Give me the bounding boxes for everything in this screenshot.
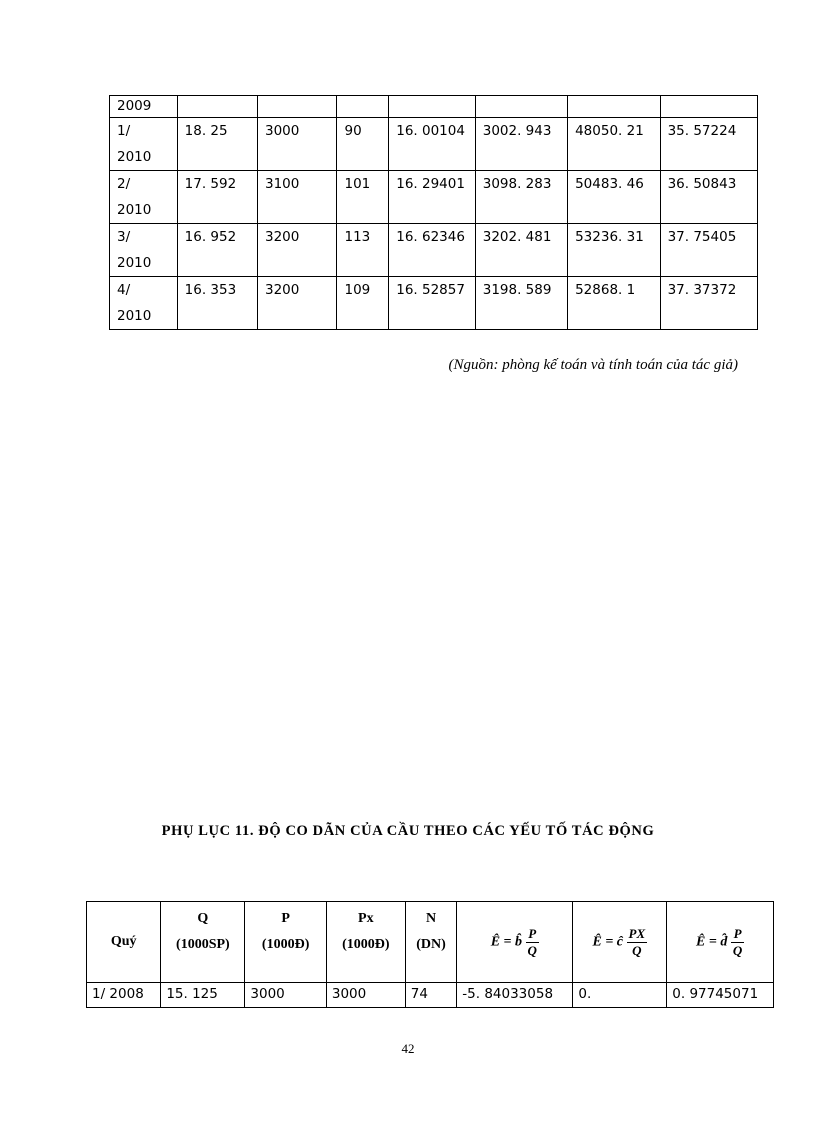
table-cell: 3200 bbox=[258, 277, 337, 330]
table-cell: 90 bbox=[337, 118, 389, 171]
table-cell: -5. 84033058 bbox=[457, 983, 573, 1008]
table-row bbox=[110, 277, 758, 330]
formula-fraction bbox=[627, 926, 648, 959]
elasticity-table bbox=[86, 901, 774, 1008]
formula-denominator: Q bbox=[527, 942, 537, 958]
header-p-bottom: (1000Đ) bbox=[261, 937, 310, 952]
table-cell: 0. 97745071 bbox=[667, 983, 774, 1008]
header-px-top: Px bbox=[358, 911, 374, 926]
table-cell: 35. 57224 bbox=[660, 118, 757, 171]
table-cell: 0. bbox=[573, 983, 667, 1008]
table-cell: 52868. 1 bbox=[568, 277, 660, 330]
table-row bbox=[110, 96, 758, 118]
table-cell: 109 bbox=[337, 277, 389, 330]
formula-numerator: P bbox=[731, 926, 744, 943]
table-cell: 101 bbox=[337, 171, 389, 224]
header-cross-elasticity bbox=[573, 902, 667, 983]
formula-lhs: Ê = b̂ bbox=[490, 934, 523, 950]
table-cell: 16. 952 bbox=[177, 224, 257, 277]
formula-denominator: Q bbox=[632, 942, 642, 958]
header-price-elasticity bbox=[457, 902, 573, 983]
header-q-top: Q bbox=[197, 911, 209, 926]
table-cell: 113 bbox=[337, 224, 389, 277]
table-cell: 74 bbox=[405, 983, 457, 1008]
table-cell bbox=[337, 96, 389, 118]
header-p bbox=[245, 902, 326, 983]
table-row bbox=[110, 118, 758, 171]
table-cell: 1/ 2010 bbox=[110, 118, 178, 171]
header-n-elasticity bbox=[667, 902, 774, 983]
table-cell: 3098. 283 bbox=[475, 171, 567, 224]
table-cell: 16. 62346 bbox=[389, 224, 476, 277]
header-px bbox=[326, 902, 405, 983]
table-cell: 16. 29401 bbox=[389, 171, 476, 224]
table-cell: 1/ 2008 bbox=[87, 983, 161, 1008]
table-cell bbox=[660, 96, 757, 118]
header-n-bottom: (DN) bbox=[416, 937, 446, 952]
table-cell bbox=[258, 96, 337, 118]
table-cell: 15. 125 bbox=[161, 983, 245, 1008]
table-cell: 3100 bbox=[258, 171, 337, 224]
table-cell: 3198. 589 bbox=[475, 277, 567, 330]
header-quarter: Quý bbox=[87, 902, 161, 983]
table-cell: 3200 bbox=[258, 224, 337, 277]
header-n bbox=[405, 902, 457, 983]
table-cell bbox=[475, 96, 567, 118]
header-px-bottom: (1000Đ) bbox=[342, 937, 390, 952]
table-cell bbox=[389, 96, 476, 118]
table-cell: 48050. 21 bbox=[568, 118, 660, 171]
header-n-top: N bbox=[425, 911, 437, 926]
formula-denominator: Q bbox=[732, 942, 743, 958]
table-cell: 2009 bbox=[110, 96, 178, 118]
table-header-row bbox=[87, 902, 774, 983]
table-cell bbox=[568, 96, 660, 118]
table-cell: 3000 bbox=[245, 983, 326, 1008]
table-cell: 2/ 2010 bbox=[110, 171, 178, 224]
formula-fraction bbox=[731, 926, 744, 959]
table-cell: 4/ 2010 bbox=[110, 277, 178, 330]
table-row bbox=[87, 983, 774, 1008]
formula-lhs: Ê = d̂ bbox=[696, 934, 728, 950]
page-number: 42 bbox=[401, 1041, 415, 1056]
table-cell bbox=[177, 96, 257, 118]
table-cell: 3000 bbox=[326, 983, 405, 1008]
table-cell: 18. 25 bbox=[177, 118, 257, 171]
formula-fraction bbox=[526, 926, 539, 959]
table-cell: 16. 353 bbox=[177, 277, 257, 330]
table-cell: 37. 75405 bbox=[660, 224, 757, 277]
table-cell: 3202. 481 bbox=[475, 224, 567, 277]
data-table-continued bbox=[109, 95, 758, 330]
appendix-title: PHỤ LỤC 11. ĐỘ CO DÃN CỦA CẦU THEO CÁC YẾU TỐ TÁC ĐỘNG bbox=[161, 823, 655, 839]
source-note: (Nguồn: phòng kế toán và tính toán của tác giả) bbox=[448, 357, 738, 373]
table-cell: 3/ 2010 bbox=[110, 224, 178, 277]
formula-numerator: PX bbox=[628, 925, 646, 941]
table-cell: 3000 bbox=[258, 118, 337, 171]
header-p-top: P bbox=[281, 911, 290, 926]
header-q bbox=[161, 902, 245, 983]
table-cell: 3002. 943 bbox=[475, 118, 567, 171]
table-cell: 16. 00104 bbox=[389, 118, 476, 171]
header-q-bottom: (1000SP) bbox=[176, 937, 230, 952]
table-cell: 37. 37372 bbox=[660, 277, 757, 330]
table-cell: 53236. 31 bbox=[568, 224, 660, 277]
table-cell: 50483. 46 bbox=[568, 171, 660, 224]
formula-numerator: P bbox=[526, 926, 539, 943]
formula-lhs: Ê = ĉ bbox=[592, 934, 624, 950]
table-row bbox=[110, 171, 758, 224]
table-cell: 36. 50843 bbox=[660, 171, 757, 224]
table-cell: 17. 592 bbox=[177, 171, 257, 224]
table-cell: 16. 52857 bbox=[389, 277, 476, 330]
table-row bbox=[110, 224, 758, 277]
